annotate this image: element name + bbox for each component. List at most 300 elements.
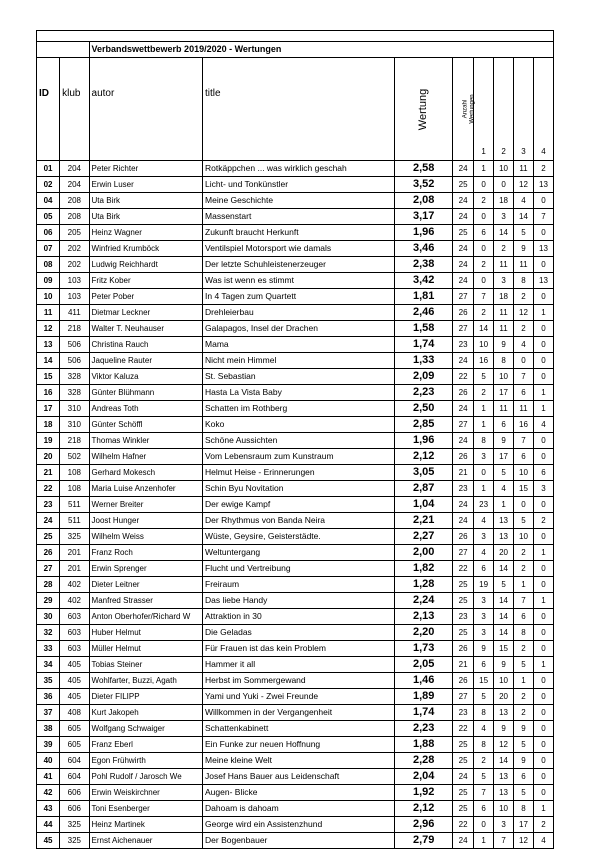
cell-klub: 103 bbox=[60, 289, 89, 305]
cell-count-2: 8 bbox=[494, 353, 514, 369]
cell-anzahl: 22 bbox=[453, 817, 474, 833]
cell-id: 15 bbox=[37, 369, 60, 385]
cell-count-3: 12 bbox=[514, 305, 534, 321]
cell-count-2: 13 bbox=[494, 513, 514, 529]
cell-count-2: 9 bbox=[494, 721, 514, 737]
cell-count-3: 9 bbox=[514, 721, 534, 737]
cell-klub: 310 bbox=[60, 401, 89, 417]
header-row bbox=[37, 58, 554, 161]
cell-klub: 604 bbox=[60, 753, 89, 769]
cell-id: 04 bbox=[37, 193, 60, 209]
header-klub: klub bbox=[60, 58, 89, 161]
cell-wertung: 1,74 bbox=[395, 337, 453, 353]
cell-title: Augen- Blicke bbox=[203, 785, 395, 801]
cell-klub: 208 bbox=[60, 209, 89, 225]
header-count-3: 3 bbox=[514, 58, 534, 161]
cell-count-4: 0 bbox=[533, 785, 553, 801]
cell-wertung: 1,89 bbox=[395, 689, 453, 705]
cell-count-2: 20 bbox=[494, 689, 514, 705]
cell-wertung: 1,92 bbox=[395, 785, 453, 801]
cell-title: Drehleierbau bbox=[203, 305, 395, 321]
cell-count-4: 1 bbox=[533, 593, 553, 609]
cell-wertung: 2,46 bbox=[395, 305, 453, 321]
header-autor: autor bbox=[89, 58, 202, 161]
cell-id: 37 bbox=[37, 705, 60, 721]
cell-count-2: 3 bbox=[494, 273, 514, 289]
cell-count-3: 7 bbox=[514, 369, 534, 385]
cell-anzahl: 24 bbox=[453, 273, 474, 289]
cell-count-3: 10 bbox=[514, 529, 534, 545]
cell-title: Vom Lebensraum zum Kunstraum bbox=[203, 449, 395, 465]
cell-id: 09 bbox=[37, 273, 60, 289]
cell-title: Yami und Yuki - Zwei Freunde bbox=[203, 689, 395, 705]
cell-id: 23 bbox=[37, 497, 60, 513]
cell-title: Rotkäppchen ... was wirklich geschah bbox=[203, 161, 395, 177]
cell-count-2: 10 bbox=[494, 801, 514, 817]
cell-id: 36 bbox=[37, 689, 60, 705]
cell-autor: Wolfgang Schwaiger bbox=[89, 721, 202, 737]
cell-anzahl: 26 bbox=[453, 305, 474, 321]
cell-id: 26 bbox=[37, 545, 60, 561]
cell-title: Nicht mein Himmel bbox=[203, 353, 395, 369]
cell-klub: 405 bbox=[60, 657, 89, 673]
cell-count-1: 0 bbox=[474, 273, 494, 289]
results-sheet bbox=[36, 30, 554, 849]
cell-title: Weltuntergang bbox=[203, 545, 395, 561]
cell-title: Der Rhythmus von Banda Neira bbox=[203, 513, 395, 529]
cell-count-1: 8 bbox=[474, 705, 494, 721]
cell-wertung: 1,96 bbox=[395, 225, 453, 241]
cell-count-1: 2 bbox=[474, 753, 494, 769]
cell-count-3: 7 bbox=[514, 433, 534, 449]
table-row bbox=[37, 225, 554, 241]
cell-count-3: 12 bbox=[514, 177, 534, 193]
cell-id: 06 bbox=[37, 225, 60, 241]
cell-wertung: 1,74 bbox=[395, 705, 453, 721]
cell-count-2: 6 bbox=[494, 417, 514, 433]
header-title: title bbox=[203, 58, 395, 161]
cell-title: Wüste, Geysire, Geisterstädte. bbox=[203, 529, 395, 545]
cell-count-4: 2 bbox=[533, 513, 553, 529]
table-row bbox=[37, 561, 554, 577]
table-row bbox=[37, 497, 554, 513]
cell-title: Licht- und Tonkünstler bbox=[203, 177, 395, 193]
cell-id: 07 bbox=[37, 241, 60, 257]
table-row bbox=[37, 705, 554, 721]
cell-count-4: 1 bbox=[533, 657, 553, 673]
table-row bbox=[37, 593, 554, 609]
cell-klub: 405 bbox=[60, 689, 89, 705]
cell-wertung: 1,33 bbox=[395, 353, 453, 369]
cell-id: 13 bbox=[37, 337, 60, 353]
header-anzahl-label: Anzahl Wertungen bbox=[462, 94, 476, 124]
table-row bbox=[37, 305, 554, 321]
table-row bbox=[37, 769, 554, 785]
cell-count-3: 9 bbox=[514, 241, 534, 257]
cell-id: 29 bbox=[37, 593, 60, 609]
cell-count-4: 1 bbox=[533, 545, 553, 561]
cell-count-1: 0 bbox=[474, 177, 494, 193]
cell-autor: Walter T. Neuhauser bbox=[89, 321, 202, 337]
cell-wertung: 3,52 bbox=[395, 177, 453, 193]
cell-count-3: 6 bbox=[514, 769, 534, 785]
cell-klub: 103 bbox=[60, 273, 89, 289]
table-row bbox=[37, 673, 554, 689]
cell-count-2: 12 bbox=[494, 737, 514, 753]
cell-klub: 502 bbox=[60, 449, 89, 465]
cell-title: Massenstart bbox=[203, 209, 395, 225]
cell-title: Willkommen in der Vergangenheit bbox=[203, 705, 395, 721]
cell-klub: 605 bbox=[60, 721, 89, 737]
cell-count-4: 13 bbox=[533, 177, 553, 193]
cell-count-2: 14 bbox=[494, 625, 514, 641]
table-row bbox=[37, 657, 554, 673]
cell-anzahl: 27 bbox=[453, 689, 474, 705]
cell-autor: Wohlfarter, Buzzi, Agath bbox=[89, 673, 202, 689]
cell-title: Schöne Aussichten bbox=[203, 433, 395, 449]
cell-wertung: 2,85 bbox=[395, 417, 453, 433]
table-row bbox=[37, 625, 554, 641]
table-row bbox=[37, 513, 554, 529]
cell-autor: Christina Rauch bbox=[89, 337, 202, 353]
cell-autor: Erwin Weiskirchner bbox=[89, 785, 202, 801]
table-row bbox=[37, 737, 554, 753]
cell-autor: Tobias Steiner bbox=[89, 657, 202, 673]
cell-title: Josef Hans Bauer aus Leidenschaft bbox=[203, 769, 395, 785]
cell-anzahl: 24 bbox=[453, 497, 474, 513]
table-row bbox=[37, 721, 554, 737]
cell-klub: 202 bbox=[60, 241, 89, 257]
cell-count-1: 3 bbox=[474, 625, 494, 641]
cell-id: 24 bbox=[37, 513, 60, 529]
table-row bbox=[37, 385, 554, 401]
cell-klub: 606 bbox=[60, 785, 89, 801]
cell-wertung: 2,21 bbox=[395, 513, 453, 529]
cell-wertung: 1,04 bbox=[395, 497, 453, 513]
header-count-4: 4 bbox=[533, 58, 553, 161]
cell-count-4: 0 bbox=[533, 737, 553, 753]
cell-autor: Gerhard Mokesch bbox=[89, 465, 202, 481]
cell-id: 14 bbox=[37, 353, 60, 369]
cell-count-3: 12 bbox=[514, 833, 534, 849]
cell-anzahl: 23 bbox=[453, 705, 474, 721]
table-row bbox=[37, 785, 554, 801]
cell-wertung: 2,38 bbox=[395, 257, 453, 273]
cell-klub: 402 bbox=[60, 577, 89, 593]
cell-count-1: 0 bbox=[474, 817, 494, 833]
cell-count-1: 6 bbox=[474, 225, 494, 241]
cell-count-4: 0 bbox=[533, 577, 553, 593]
cell-count-2: 18 bbox=[494, 289, 514, 305]
cell-id: 16 bbox=[37, 385, 60, 401]
cell-autor: Dietmar Leckner bbox=[89, 305, 202, 321]
cell-count-2: 4 bbox=[494, 481, 514, 497]
cell-anzahl: 21 bbox=[453, 465, 474, 481]
cell-autor: Erwin Sprenger bbox=[89, 561, 202, 577]
cell-count-2: 18 bbox=[494, 193, 514, 209]
cell-autor: Ludwig Reichhardt bbox=[89, 257, 202, 273]
cell-count-4: 1 bbox=[533, 305, 553, 321]
cell-wertung: 2,05 bbox=[395, 657, 453, 673]
cell-count-4: 0 bbox=[533, 353, 553, 369]
cell-count-2: 3 bbox=[494, 209, 514, 225]
cell-title: Hammer it all bbox=[203, 657, 395, 673]
cell-count-1: 15 bbox=[474, 673, 494, 689]
cell-klub: 605 bbox=[60, 737, 89, 753]
cell-count-3: 11 bbox=[514, 257, 534, 273]
cell-count-3: 16 bbox=[514, 417, 534, 433]
cell-count-2: 10 bbox=[494, 161, 514, 177]
cell-id: 12 bbox=[37, 321, 60, 337]
cell-klub: 603 bbox=[60, 625, 89, 641]
cell-count-4: 0 bbox=[533, 449, 553, 465]
cell-count-3: 5 bbox=[514, 513, 534, 529]
cell-klub: 411 bbox=[60, 305, 89, 321]
cell-count-4: 0 bbox=[533, 257, 553, 273]
cell-count-4: 2 bbox=[533, 161, 553, 177]
cell-count-1: 6 bbox=[474, 657, 494, 673]
cell-count-3: 5 bbox=[514, 225, 534, 241]
cell-anzahl: 21 bbox=[453, 657, 474, 673]
cell-klub: 408 bbox=[60, 705, 89, 721]
cell-anzahl: 22 bbox=[453, 561, 474, 577]
cell-autor: Günter Schöffl bbox=[89, 417, 202, 433]
table-row bbox=[37, 465, 554, 481]
cell-count-2: 17 bbox=[494, 385, 514, 401]
cell-wertung: 2,09 bbox=[395, 369, 453, 385]
cell-klub: 325 bbox=[60, 529, 89, 545]
cell-autor: Günter Blühmann bbox=[89, 385, 202, 401]
cell-count-2: 13 bbox=[494, 785, 514, 801]
cell-count-3: 2 bbox=[514, 561, 534, 577]
cell-title: St. Sebastian bbox=[203, 369, 395, 385]
cell-autor: Jaqueline Rauter bbox=[89, 353, 202, 369]
cell-title: Der ewige Kampf bbox=[203, 497, 395, 513]
cell-autor: Uta Birk bbox=[89, 193, 202, 209]
cell-title: Ein Funke zur neuen Hoffnung bbox=[203, 737, 395, 753]
cell-title: Ventilspiel Motorsport wie damals bbox=[203, 241, 395, 257]
cell-autor: Winfried Krumböck bbox=[89, 241, 202, 257]
cell-count-4: 0 bbox=[533, 193, 553, 209]
cell-count-3: 2 bbox=[514, 545, 534, 561]
cell-count-2: 5 bbox=[494, 465, 514, 481]
cell-id: 43 bbox=[37, 801, 60, 817]
table-row bbox=[37, 449, 554, 465]
cell-wertung: 3,46 bbox=[395, 241, 453, 257]
cell-count-4: 2 bbox=[533, 817, 553, 833]
table-row bbox=[37, 177, 554, 193]
cell-title: Herbst im Sommergewand bbox=[203, 673, 395, 689]
cell-anzahl: 25 bbox=[453, 593, 474, 609]
cell-autor: Thomas Winkler bbox=[89, 433, 202, 449]
cell-count-1: 10 bbox=[474, 337, 494, 353]
cell-autor: Fritz Kober bbox=[89, 273, 202, 289]
cell-count-3: 5 bbox=[514, 657, 534, 673]
cell-id: 17 bbox=[37, 401, 60, 417]
cell-title: Koko bbox=[203, 417, 395, 433]
cell-count-1: 19 bbox=[474, 577, 494, 593]
cell-wertung: 2,58 bbox=[395, 161, 453, 177]
cell-klub: 325 bbox=[60, 833, 89, 849]
table-row bbox=[37, 577, 554, 593]
cell-anzahl: 25 bbox=[453, 177, 474, 193]
cell-id: 39 bbox=[37, 737, 60, 753]
cell-klub: 205 bbox=[60, 225, 89, 241]
cell-count-3: 6 bbox=[514, 609, 534, 625]
header-id: ID bbox=[37, 58, 60, 161]
cell-klub: 202 bbox=[60, 257, 89, 273]
cell-title: Meine Geschichte bbox=[203, 193, 395, 209]
table-row bbox=[37, 353, 554, 369]
cell-wertung: 2,79 bbox=[395, 833, 453, 849]
cell-id: 35 bbox=[37, 673, 60, 689]
cell-klub: 201 bbox=[60, 545, 89, 561]
table-row bbox=[37, 753, 554, 769]
cell-count-2: 13 bbox=[494, 705, 514, 721]
cell-wertung: 2,08 bbox=[395, 193, 453, 209]
cell-count-3: 7 bbox=[514, 593, 534, 609]
cell-id: 22 bbox=[37, 481, 60, 497]
table-row bbox=[37, 209, 554, 225]
cell-count-1: 7 bbox=[474, 289, 494, 305]
cell-klub: 328 bbox=[60, 385, 89, 401]
cell-count-1: 8 bbox=[474, 433, 494, 449]
cell-wertung: 1,46 bbox=[395, 673, 453, 689]
cell-count-4: 0 bbox=[533, 529, 553, 545]
table-row bbox=[37, 193, 554, 209]
cell-anzahl: 26 bbox=[453, 641, 474, 657]
table-row bbox=[37, 369, 554, 385]
cell-count-4: 0 bbox=[533, 625, 553, 641]
cell-count-3: 11 bbox=[514, 401, 534, 417]
cell-autor: Maria Luise Anzenhofer bbox=[89, 481, 202, 497]
cell-anzahl: 24 bbox=[453, 513, 474, 529]
cell-id: 27 bbox=[37, 561, 60, 577]
cell-wertung: 3,05 bbox=[395, 465, 453, 481]
cell-id: 32 bbox=[37, 625, 60, 641]
cell-klub: 604 bbox=[60, 769, 89, 785]
cell-id: 21 bbox=[37, 465, 60, 481]
cell-id: 05 bbox=[37, 209, 60, 225]
cell-anzahl: 24 bbox=[453, 769, 474, 785]
cell-autor: Andreas Toth bbox=[89, 401, 202, 417]
cell-autor: Egon Frühwirth bbox=[89, 753, 202, 769]
table-row bbox=[37, 545, 554, 561]
cell-wertung: 1,73 bbox=[395, 641, 453, 657]
cell-count-1: 5 bbox=[474, 689, 494, 705]
cell-anzahl: 24 bbox=[453, 161, 474, 177]
cell-anzahl: 23 bbox=[453, 481, 474, 497]
cell-anzahl: 24 bbox=[453, 241, 474, 257]
cell-wertung: 2,27 bbox=[395, 529, 453, 545]
cell-count-4: 0 bbox=[533, 337, 553, 353]
cell-wertung: 2,20 bbox=[395, 625, 453, 641]
cell-wertung: 2,96 bbox=[395, 817, 453, 833]
cell-count-2: 11 bbox=[494, 305, 514, 321]
cell-count-3: 2 bbox=[514, 289, 534, 305]
table-row bbox=[37, 241, 554, 257]
cell-count-1: 1 bbox=[474, 401, 494, 417]
cell-count-2: 0 bbox=[494, 177, 514, 193]
results-body bbox=[37, 31, 554, 849]
cell-autor: Heinz Martinek bbox=[89, 817, 202, 833]
cell-klub: 606 bbox=[60, 801, 89, 817]
cell-anzahl: 23 bbox=[453, 609, 474, 625]
cell-count-3: 6 bbox=[514, 385, 534, 401]
cell-count-2: 11 bbox=[494, 321, 514, 337]
cell-title: Der Bogenbauer bbox=[203, 833, 395, 849]
cell-count-3: 0 bbox=[514, 353, 534, 369]
cell-count-3: 17 bbox=[514, 817, 534, 833]
table-row bbox=[37, 273, 554, 289]
cell-anzahl: 26 bbox=[453, 673, 474, 689]
cell-count-1: 4 bbox=[474, 545, 494, 561]
cell-count-1: 2 bbox=[474, 193, 494, 209]
header-count-1: 1 bbox=[474, 58, 494, 161]
cell-klub: 204 bbox=[60, 177, 89, 193]
cell-count-2: 5 bbox=[494, 577, 514, 593]
cell-klub: 204 bbox=[60, 161, 89, 177]
cell-klub: 325 bbox=[60, 817, 89, 833]
cell-count-2: 13 bbox=[494, 769, 514, 785]
cell-autor: Heinz Wagner bbox=[89, 225, 202, 241]
cell-autor: Müller Helmut bbox=[89, 641, 202, 657]
cell-count-4: 13 bbox=[533, 241, 553, 257]
cell-count-1: 2 bbox=[474, 257, 494, 273]
cell-count-1: 3 bbox=[474, 593, 494, 609]
header-count-2: 2 bbox=[494, 58, 514, 161]
cell-count-4: 0 bbox=[533, 705, 553, 721]
cell-id: 28 bbox=[37, 577, 60, 593]
title-row bbox=[37, 42, 554, 58]
cell-klub: 405 bbox=[60, 673, 89, 689]
cell-count-3: 8 bbox=[514, 801, 534, 817]
cell-count-4: 0 bbox=[533, 769, 553, 785]
cell-count-4: 0 bbox=[533, 641, 553, 657]
cell-count-4: 6 bbox=[533, 465, 553, 481]
header-wertung bbox=[395, 58, 453, 161]
cell-id: 30 bbox=[37, 609, 60, 625]
cell-klub: 603 bbox=[60, 641, 89, 657]
cell-title: Das liebe Handy bbox=[203, 593, 395, 609]
cell-count-4: 0 bbox=[533, 225, 553, 241]
cell-id: 41 bbox=[37, 769, 60, 785]
table-row bbox=[37, 417, 554, 433]
cell-wertung: 2,13 bbox=[395, 609, 453, 625]
cell-anzahl: 27 bbox=[453, 417, 474, 433]
cell-count-4: 0 bbox=[533, 753, 553, 769]
cell-id: 01 bbox=[37, 161, 60, 177]
cell-count-2: 14 bbox=[494, 593, 514, 609]
cell-anzahl: 24 bbox=[453, 257, 474, 273]
cell-anzahl: 23 bbox=[453, 337, 474, 353]
cell-count-3: 10 bbox=[514, 465, 534, 481]
cell-count-1: 7 bbox=[474, 785, 494, 801]
cell-count-4: 0 bbox=[533, 321, 553, 337]
cell-count-4: 1 bbox=[533, 801, 553, 817]
cell-wertung: 1,96 bbox=[395, 433, 453, 449]
cell-title: Schatten im Rothberg bbox=[203, 401, 395, 417]
cell-count-1: 0 bbox=[474, 209, 494, 225]
cell-count-3: 4 bbox=[514, 193, 534, 209]
cell-title: Schin Byu Novitation bbox=[203, 481, 395, 497]
cell-count-3: 5 bbox=[514, 785, 534, 801]
cell-wertung: 1,58 bbox=[395, 321, 453, 337]
cell-count-3: 14 bbox=[514, 209, 534, 225]
cell-autor: Peter Richter bbox=[89, 161, 202, 177]
cell-count-2: 9 bbox=[494, 657, 514, 673]
cell-count-1: 0 bbox=[474, 465, 494, 481]
